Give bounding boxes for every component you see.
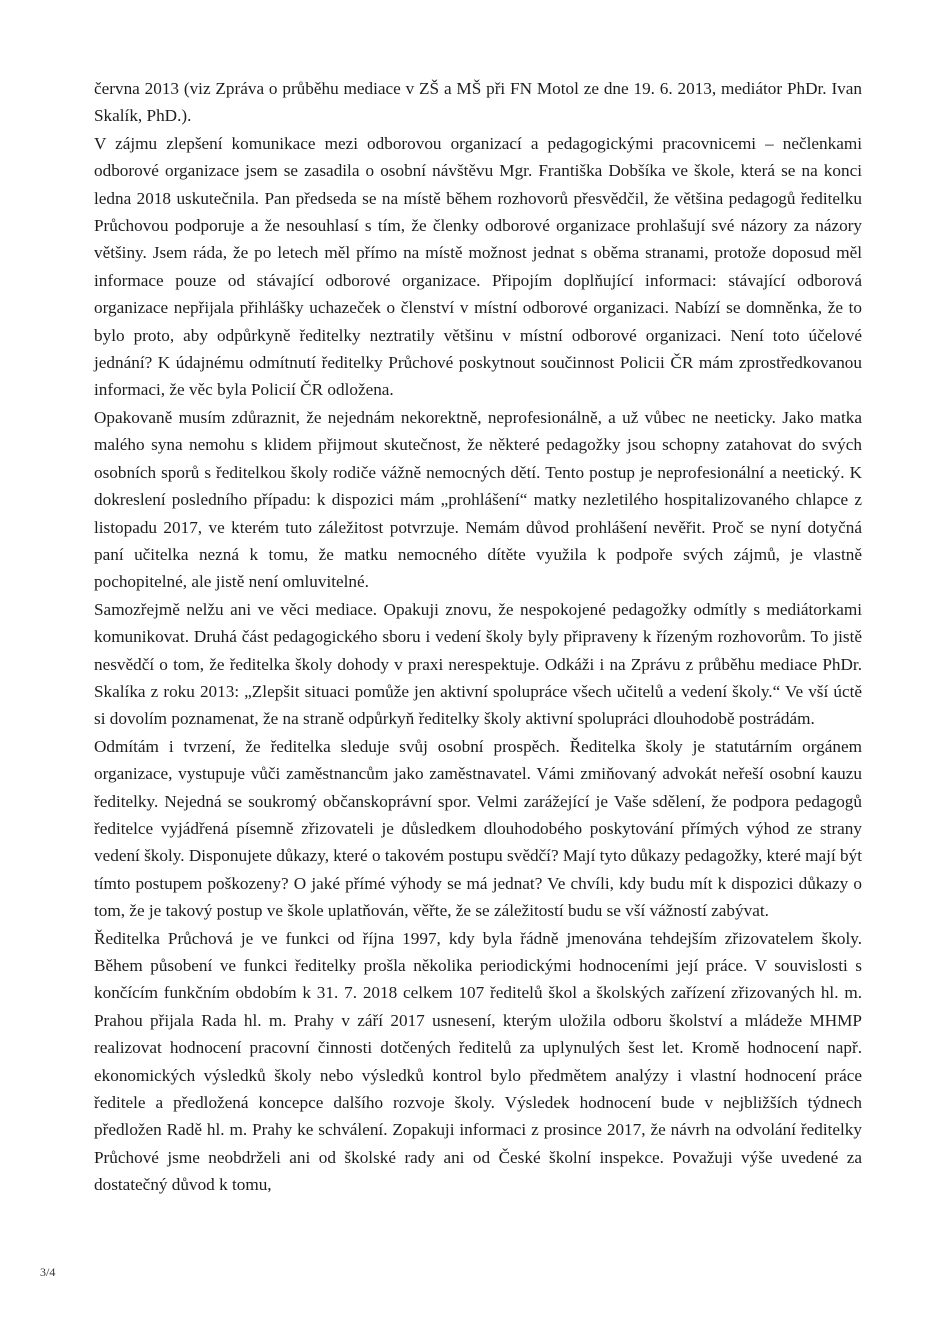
paragraph-mediation-reference: června 2013 (viz Zpráva o průběhu mediace v ZŠ a MŠ při FN Motol ze dne 19. 6. 2013, mediátor PhDr. Ivan Skalík, PhD.). [94,79,862,126]
paragraph-union-visit: V zájmu zlepšení komunikace mezi odborovou organizací a pedagogickými pracovnicemi – nečlenkami odborové organizace jsem se zasadila o osobní návštěvu Mgr. Františka Dobšíka ve škole, která se na konci ledna 2018 uskutečnila. Pan předseda se na místě během rozhovorů přesvědčil, že většina pedagogů ředitelku Průchovou podporuje a že nesouhlasí s tím, že členky odborové organizace prohlašují své názory za názory většiny. Jsem ráda, že po letech měl přímo na místě možnost jednat s oběma stranami, protože doposud měl informace pouze od stávající odborové organizace. Připojím doplňující informaci: stávající odborová organizace nepřijala přihlášky uchazeček o členství v místní odborové organizaci. Nabízí se domněnka, že to bylo proto, aby odpůrkyně ředitelky neztratily většinu v místní odborové organizaci. Není toto účelové jednání? K údajnému odmítnutí ředitelky Průchové poskytnout součinnost Policii ČR mám zprostředkovanou informaci, že věc byla Policií ČR odložena. [94,133,862,400]
page-number: 3/4 [40,1265,56,1279]
paragraph-professional-conduct: Opakovaně musím zdůraznit, že nejednám nekorektně, neprofesionálně, a už vůbec ne neeticky. Jako matka malého syna nemohu s klidem přijmout skutečnost, že některé pedagožky jsou schopny zatahovat do svých osobních sporů s ředitelkou školy rodiče vážně nemocných dětí. Tento postup je neprofesionální a neetický. K dokreslení posledního případu: k dispozici mám „prohlášení“ matky nezletilého hospitalizovaného chlapce z listopadu 2017, ve kterém tuto záležitost potvrzuje. Nemám důvod prohlášení nevěřit. Proč se nyní dotyčná paní učitelka nezná k tomu, že matku nemocného dítěte využila k podpoře svých zájmů, je vlastně pochopitelné, ale jistě není omluvitelné. [94,407,862,592]
paragraph-director-evaluation: Ředitelka Průchová je ve funkci od října 1997, kdy byla řádně jmenována tehdejším zřizovatelem školy. Během působení ve funkci ředitelky prošla několika periodickými hodnoceními její práce. V souvislosti s končícím funkčním obdobím k 31. 7. 2018 celkem 107 ředitelů škol a školských zařízení zřizovaných hl. m. Prahou přijala Rada hl. m. Prahy v září 2017 usnesení, kterým uložila odboru školství a mládeže MHMP realizovat hodnocení pracovní činnosti dotčených ředitelů za uplynulých šest let. Kromě hodnocení např. ekonomických výsledků školy nebo výsledků kontrol bylo předmětem analýzy i vlastní hodnocení práce ředitele a předložená koncepce dalšího rozvoje školy. Výsledek hodnocení bude v nejbližších týdnech předložen Radě hl. m. Prahy ke schválení. Zopakuji informaci z prosince 2017, že návrh na odvolání ředitelky Průchové jsme neobdrželi ani od školské rady ani od České školní inspekce. Považuji výše uvedené za dostatečný důvod k tomu, [94,928,862,1195]
paragraph-personal-benefit: Odmítám i tvrzení, že ředitelka sleduje svůj osobní prospěch. Ředitelka školy je statutárním orgánem organizace, vystupuje vůči zaměstnancům jako zaměstnavatel. Vámi zmiňovaný advokát neřeší osobní kauzu ředitelky. Nejedná se soukromý občanskoprávní spor. Velmi zarážející je Vaše sdělení, že podpora pedagogů ředitelce vyjádřená písemně zřizovateli je důsledkem dlouhodobého poskytování přímých výhod ze strany vedení školy. Disponujete důkazy, které o takovém postupu svědčí? Mají tyto důkazy pedagožky, které mají být tímto postupem poškozeny? O jaké přímé výhody se má jednat? Ve chvíli, kdy budu mít k dispozici důkazy o tom, že je takový postup ve škole uplatňován, věřte, že se záležitostí budu se vší vážností zabývat. [94,736,862,921]
letter-body [94,75,862,1199]
paragraph-mediation: Samozřejmě nelžu ani ve věci mediace. Opakuji znovu, že nespokojené pedagožky odmítly s mediátorkami komunikovat. Druhá část pedagogického sboru i vedení školy byly připraveny k řízeným rozhovorům. To jistě nesvědčí o tom, že ředitelka školy dohody v praxi nerespektuje. Odkáži i na Zprávu z průběhu mediace PhDr. Skalíka z roku 2013: „Zlepšit situaci pomůže jen aktivní spolupráce všech učitelů a vedení školy.“ Ve vší úctě si dovolím poznamenat, že na straně odpůrkyň ředitelky školy aktivní spolupráci dlouhodobě postrádám. [94,599,862,729]
